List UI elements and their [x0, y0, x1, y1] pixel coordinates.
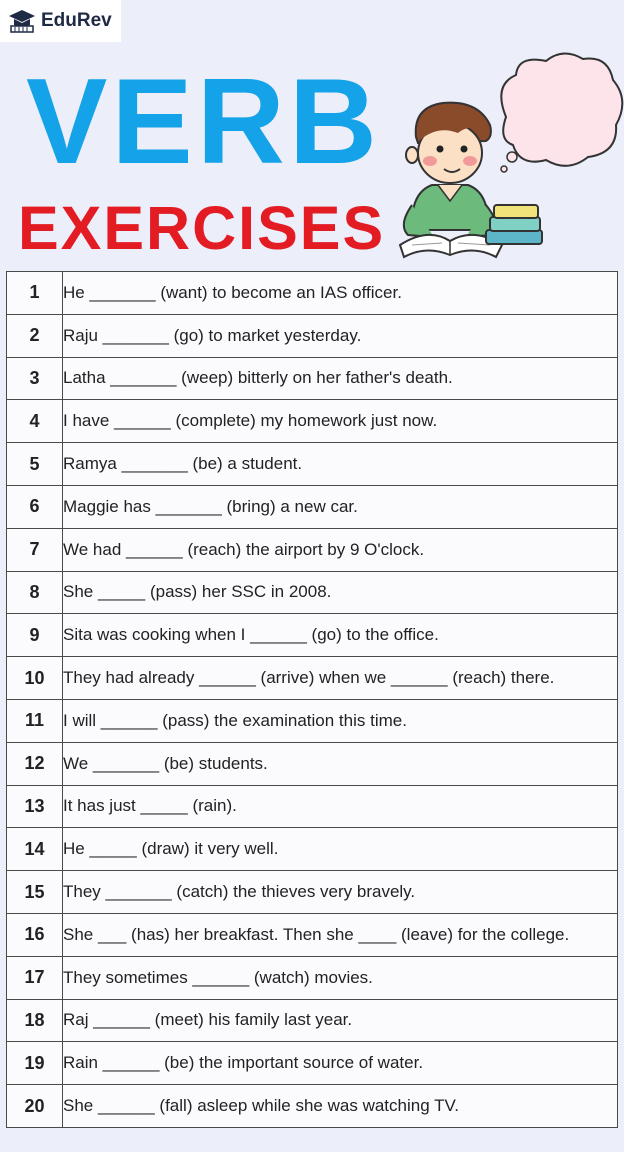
exercise-sentence: Rain ______ (be) the important source of water.: [63, 1042, 618, 1085]
title-verb: VERB: [26, 53, 381, 189]
exercise-sentence: They _______ (catch) the thieves very bravely.: [63, 871, 618, 914]
exercise-sentence: Ramya _______ (be) a student.: [63, 443, 618, 486]
title-exercises: EXERCISES: [18, 194, 386, 262]
exercise-number: 4: [7, 400, 63, 443]
exercise-row: [7, 272, 618, 315]
exercise-sentence: Latha _______ (weep) bitterly on her father's death.: [63, 357, 618, 400]
exercise-sentence: Raj ______ (meet) his family last year.: [63, 999, 618, 1042]
edurev-logo[interactable]: [0, 0, 121, 42]
thought-bubble: [501, 53, 622, 165]
exercise-sentence: She _____ (pass) her SSC in 2008.: [63, 571, 618, 614]
exercise-number: 10: [7, 657, 63, 700]
exercise-number: 13: [7, 785, 63, 828]
exercise-sentence: It has just _____ (rain).: [63, 785, 618, 828]
exercise-sentence: We _______ (be) students.: [63, 742, 618, 785]
exercise-row: [7, 785, 618, 828]
exercise-number: 19: [7, 1042, 63, 1085]
exercise-row: [7, 999, 618, 1042]
exercise-row: [7, 485, 618, 528]
exercise-sentence: She ______ (fall) asleep while she was watching TV.: [63, 1085, 618, 1128]
exercise-row: [7, 956, 618, 999]
exercise-sentence: Sita was cooking when I ______ (go) to the office.: [63, 614, 618, 657]
exercise-row: [7, 443, 618, 486]
exercise-number: 12: [7, 742, 63, 785]
exercise-number: 3: [7, 357, 63, 400]
exercise-number: 5: [7, 443, 63, 486]
exercise-number: 14: [7, 828, 63, 871]
exercise-sentence: Raju _______ (go) to market yesterday.: [63, 314, 618, 357]
exercise-table: [6, 271, 618, 1128]
exercise-row: [7, 871, 618, 914]
exercise-row: [7, 528, 618, 571]
exercise-sentence: He _____ (draw) it very well.: [63, 828, 618, 871]
exercise-number: 17: [7, 956, 63, 999]
exercise-sentence: They sometimes ______ (watch) movies.: [63, 956, 618, 999]
exercise-number: 16: [7, 913, 63, 956]
exercise-sentence: He _______ (want) to become an IAS officer.: [63, 272, 618, 315]
exercise-number: 6: [7, 485, 63, 528]
exercise-number: 7: [7, 528, 63, 571]
exercise-number: 11: [7, 699, 63, 742]
exercise-row: [7, 614, 618, 657]
exercise-sentence: Maggie has _______ (bring) a new car.: [63, 485, 618, 528]
exercise-row: [7, 571, 618, 614]
exercise-number: 1: [7, 272, 63, 315]
exercise-sentence: I will ______ (pass) the examination this time.: [63, 699, 618, 742]
exercise-number: 20: [7, 1085, 63, 1128]
exercise-sentence: I have ______ (complete) my homework just now.: [63, 400, 618, 443]
brand-name: EduRev: [41, 10, 112, 31]
exercise-row: [7, 657, 618, 700]
exercise-number: 8: [7, 571, 63, 614]
graduation-cap-icon: [8, 8, 36, 34]
exercise-row: [7, 400, 618, 443]
exercise-row: [7, 828, 618, 871]
exercise-row: [7, 699, 618, 742]
exercise-sentence: They had already ______ (arrive) when we ______ (reach) there.: [63, 657, 618, 700]
exercise-number: 2: [7, 314, 63, 357]
exercise-row: [7, 357, 618, 400]
exercise-row: [7, 742, 618, 785]
exercise-number: 15: [7, 871, 63, 914]
exercise-row: [7, 1085, 618, 1128]
exercise-sentence: She ___ (has) her breakfast. Then she ____ (leave) for the college.: [63, 913, 618, 956]
exercise-row: [7, 913, 618, 956]
exercise-number: 9: [7, 614, 63, 657]
student-reading-illustration: [398, 45, 624, 260]
exercise-row: [7, 1042, 618, 1085]
exercise-number: 18: [7, 999, 63, 1042]
exercise-sentence: We had ______ (reach) the airport by 9 O'clock.: [63, 528, 618, 571]
exercise-row: [7, 314, 618, 357]
